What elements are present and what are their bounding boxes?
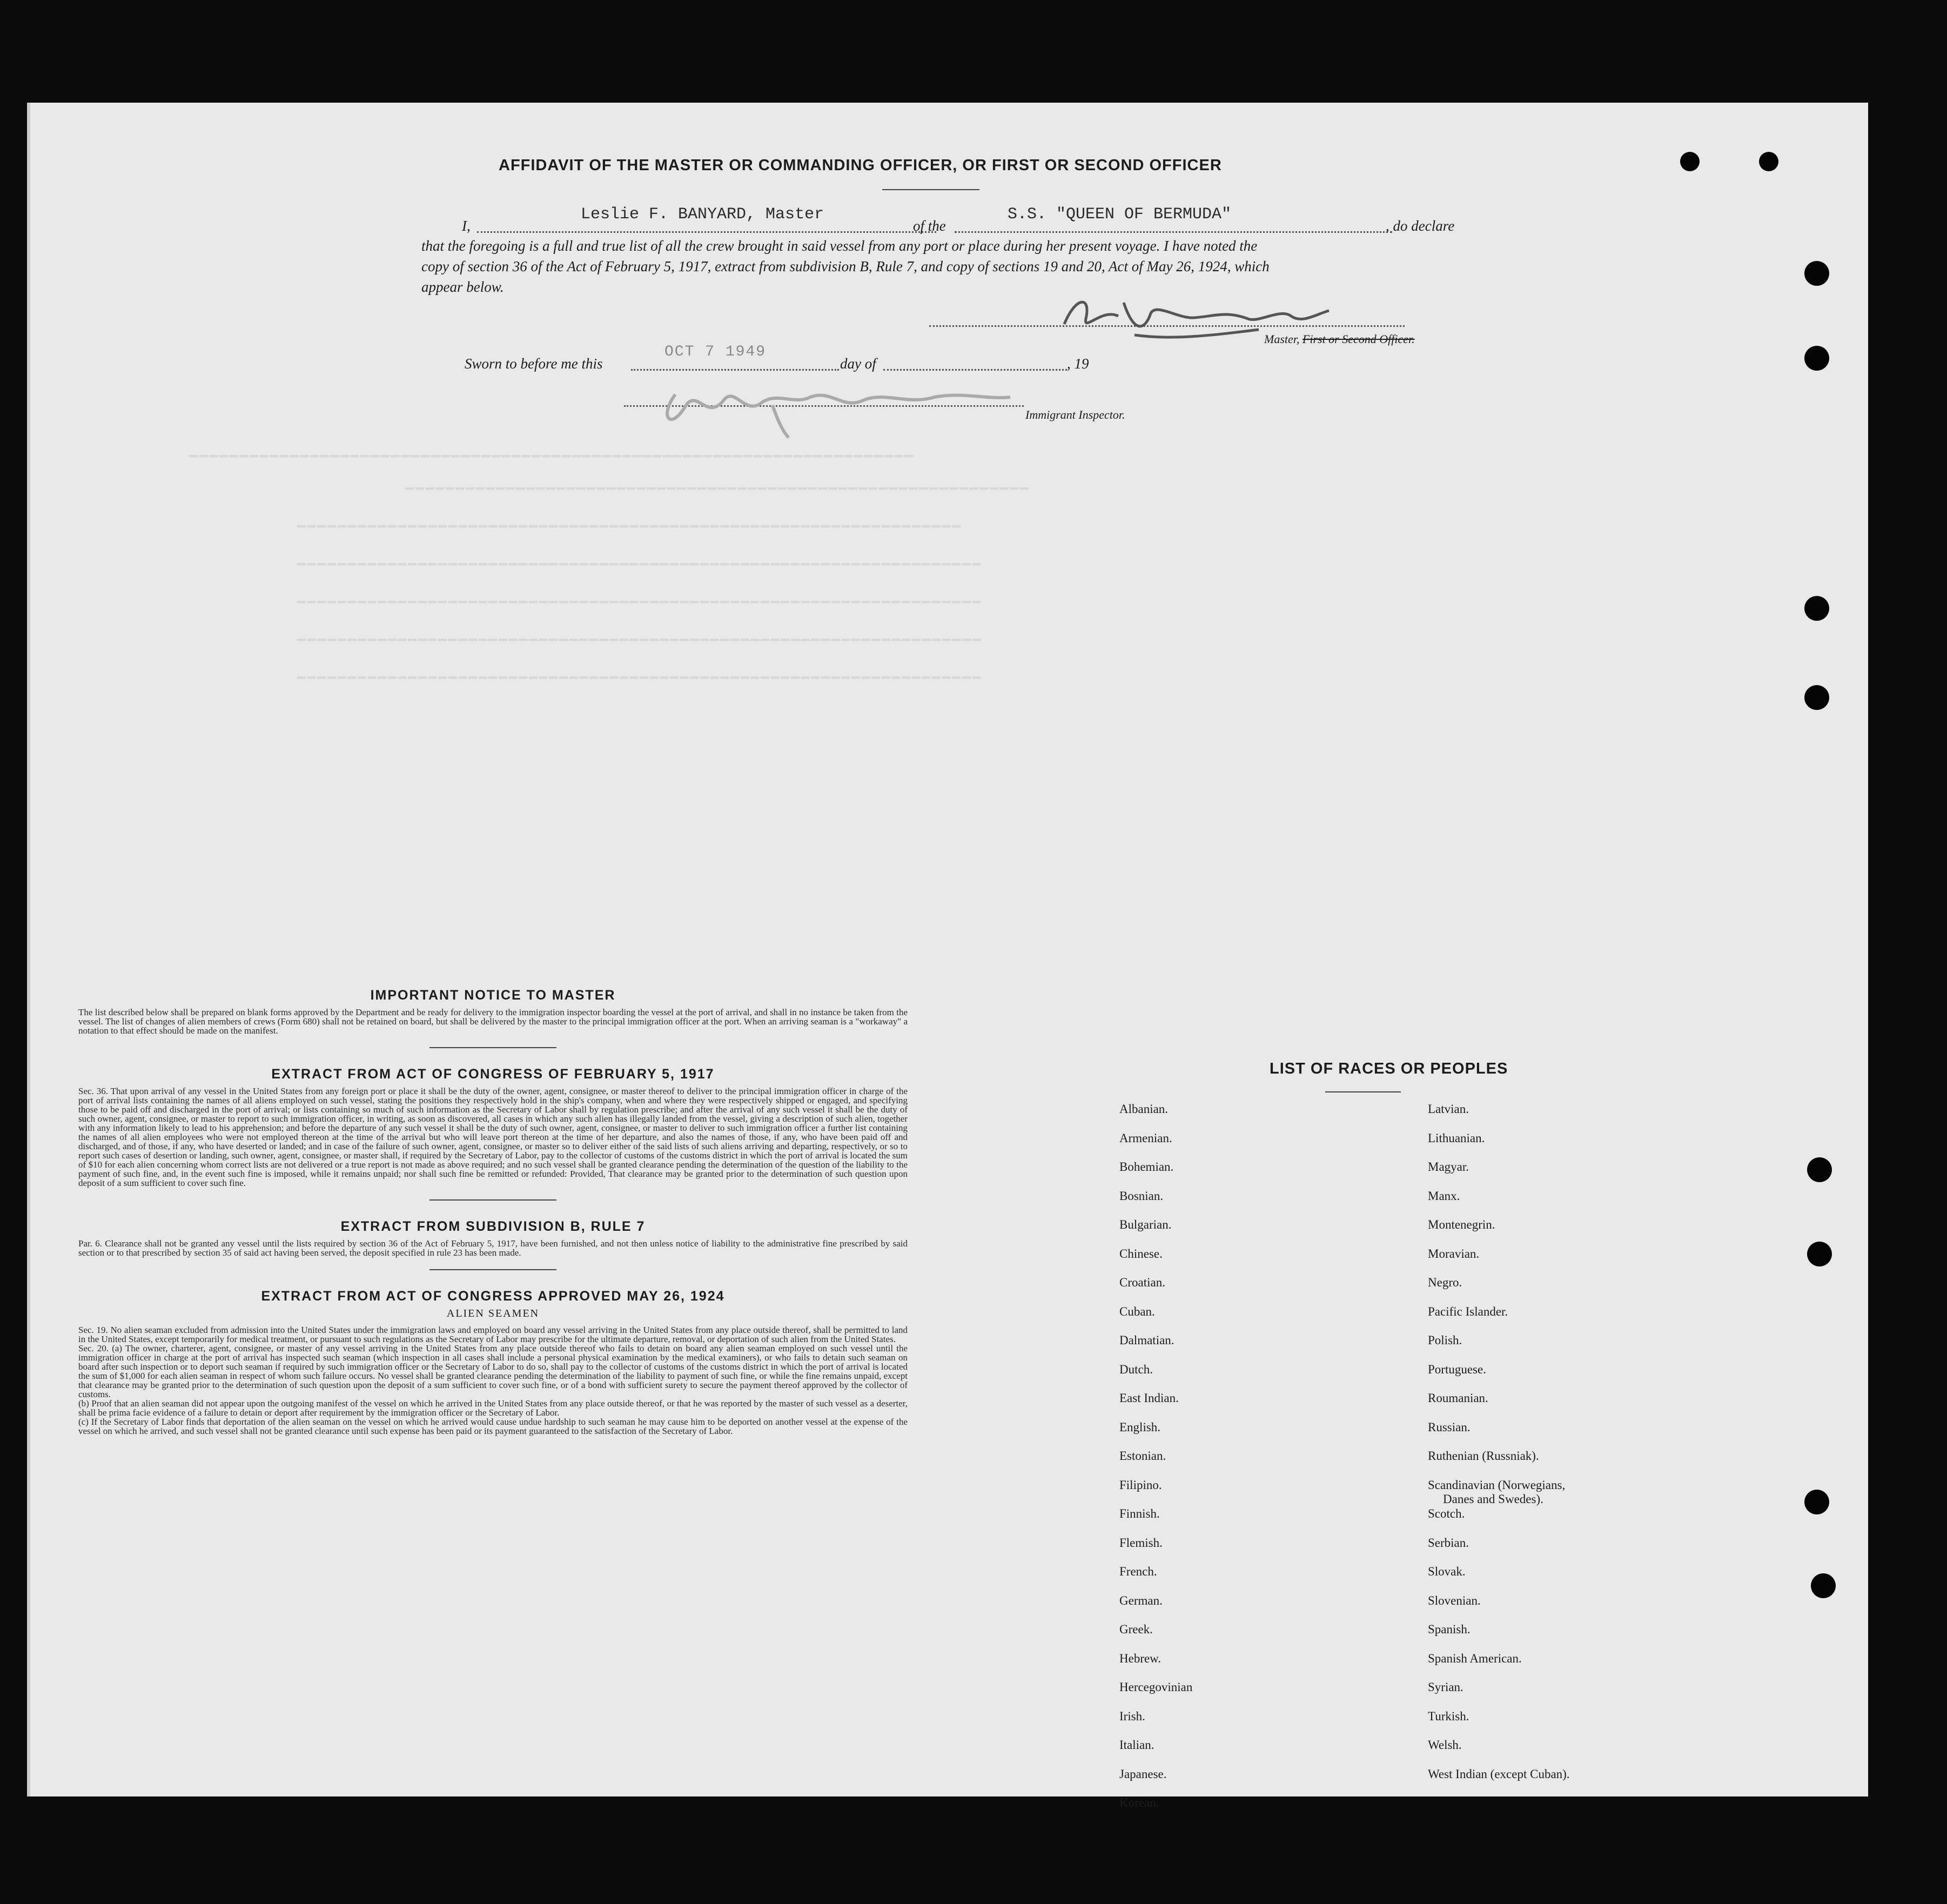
act-1924-sec-20b: (b) Proof that an alien seaman did not appear upon the outgoing manifest of the vessel on which he arrived in the United States from any place outside thereof, or that he was reported by the master of such vessel as a deserter, shall be prima facie evidence of a failure to detain or deport after requirement by the immigration officer or the Secretary of Labor. — [78, 1398, 908, 1418]
race-item: Bohemian. — [1119, 1160, 1174, 1174]
race-item: Armenian. — [1119, 1131, 1172, 1145]
race-item: Latvian. — [1428, 1102, 1469, 1116]
act-1924-sec-20c: (c) If the Secretary of Labor finds that deportation of the alien seaman on the vessel on which he arrived would cause undue hardship to such seaman he may cause him to be deported on another vessel at the expense of the vessel on which he arrived, and such vessel shall not be granted clearance until such expense has been paid or its payment guaranteed to the satisfaction of the Secretary of Labor. — [78, 1417, 908, 1436]
important-notice-body: The list described below shall be prepared on blank forms approved by the Department and be ready for delivery to the immigration inspector boarding the vessel at the port of arrival, and shall in no instance be taken from the vessel. The list of changes of alien members of crews (Form 680) shall not be retained on board, but shall be delivered by the master to the principal immigration officer at the port. When an arriving seaman is a "workaway" a notation to that effect should be made on the manifest. — [78, 1007, 908, 1036]
section-divider — [429, 1199, 556, 1201]
bleed-through-row: ━━━━━━━━━━━━━━━━━━━━━━━━━━━━━━━━━━━━━━━━━━━━━━━━━━━━━━━━━━━━━━━━━━ — [297, 519, 963, 535]
race-item: Montenegrin. — [1428, 1218, 1495, 1231]
races-title-underline — [1325, 1091, 1401, 1092]
binder-hole — [1811, 1573, 1836, 1598]
vessel-name-line — [955, 231, 1392, 233]
race-item: Scotch. — [1428, 1507, 1465, 1520]
race-item: Estonian. — [1119, 1449, 1166, 1463]
race-item: Syrian. — [1428, 1680, 1463, 1694]
sworn-date-stamp: OCT 7 1949 — [664, 344, 767, 360]
document-page — [27, 103, 1868, 1809]
act-1924-subtitle: ALIEN SEAMEN — [446, 1308, 540, 1319]
binder-hole — [1804, 346, 1829, 371]
race-item: Croatian. — [1119, 1276, 1165, 1289]
race-item: Chinese. — [1119, 1246, 1163, 1261]
race-item: Bosnian. — [1119, 1189, 1164, 1203]
race-item: Negro. — [1428, 1276, 1462, 1289]
race-item: Filipino. — [1119, 1478, 1162, 1492]
race-item: Flemish. — [1119, 1536, 1163, 1550]
rule-7-body: Par. 6. Clearance shall not be granted any vessel until the lists required by section 36 of the Act of February 5, 1917, have been furnished, and not then unless notice of liability to the administrative fine prescribed by said section or to that prescribed by section 35 of said act having been served, the deposit specified in rule 23 has been made. — [78, 1238, 908, 1258]
race-item: German. — [1119, 1593, 1163, 1607]
master-signature-caption: Master, First or Second Officer. — [1264, 332, 1415, 346]
punch-mark — [1680, 152, 1700, 171]
race-item: Hercegovinian — [1119, 1680, 1193, 1694]
race-item: Slovak. — [1428, 1565, 1466, 1578]
master-name: Leslie F. BANYARD, Master — [581, 205, 824, 224]
race-item: Cuban. — [1119, 1304, 1155, 1318]
of-the-label: of the — [913, 218, 946, 234]
race-item: Spanish. — [1428, 1623, 1471, 1636]
section-divider — [429, 1047, 556, 1048]
bleed-through-row: ━━━━━━━━━━━━━━━━━━━━━━━━━━━━━━━━━━━━━━━━━━━━━━━━━━━━━━━━━━━━━━━━━━━━ — [297, 557, 983, 573]
binder-hole — [1804, 261, 1829, 286]
binder-hole — [1804, 596, 1829, 621]
race-item: Italian. — [1119, 1738, 1154, 1752]
race-item: Slovenian. — [1428, 1593, 1481, 1607]
important-notice-section — [78, 988, 908, 1436]
section-divider — [429, 1269, 556, 1270]
race-item: Greek. — [1119, 1623, 1153, 1636]
sworn-date-line — [631, 369, 839, 371]
race-item: Spanish American. — [1428, 1651, 1522, 1665]
race-item: Lithuanian. — [1428, 1131, 1485, 1145]
race-item: Bulgarian. — [1119, 1218, 1172, 1231]
binder-hole — [1807, 1157, 1832, 1182]
bleed-through-row: ━━━━━━━━━━━━━━━━━━━━━━━━━━━━━━━━━━━━━━━━━━━━━━━━━━━━━━━━━━━━━━ — [405, 481, 1030, 498]
race-item: West Indian (except Cuban). — [1428, 1767, 1570, 1781]
race-item: Manx. — [1428, 1189, 1460, 1203]
act-1917-title: EXTRACT FROM ACT OF CONGRESS OF FEBRUARY 5, 1917 — [271, 1067, 715, 1082]
act-1924-sec-19: Sec. 19. No alien seaman excluded from admission into the United States under the immigration laws and employed on board any vessel arriving in the United States from any place outside thereof, shall be permitted to land in the United States, except temporarily for medical treatment, or pursuant to such regulations as the Secretary of Labor may prescribe for the ultimate departure, removal, or deportation of such alien from the United States. — [78, 1325, 908, 1344]
race-item: Polish. — [1428, 1333, 1462, 1347]
day-of-label: day of — [840, 356, 876, 372]
master-name-line — [477, 231, 936, 233]
i-label: I, — [462, 218, 471, 234]
rule-7-title: EXTRACT FROM SUBDIVISION B, RULE 7 — [340, 1219, 646, 1234]
binder-hole — [1804, 685, 1829, 710]
races-list-title: LIST OF RACES OR PEOPLES — [1270, 1060, 1508, 1077]
act-1917-body: Sec. 36. That upon arrival of any vessel in the United States from any foreign port or place it shall be the duty of the owner, agent, consignee, or master thereof to deliver to the principal immigration officer in charge of the port of arrival lists containing the names of all aliens employed on such vessel, stating the positions they respectively hold in the ship's company, when and where they were respectively shipped or engaged, and specifying those to be paid off and discharged in the port of arrival; or lists containing so much of such information as the Secretary of Labor shall by regulation prescribe; and after the arrival of any such vessel it shall be the duty of such owner, agent, consignee, or master to report to such immigration officer, in writing, as soon as discovered, all cases in which any such alien has illegally landed from the vessel, giving a description of such alien, together with any information likely to lead to his apprehension; and before the departure of any such vessel it shall be the duty of such owner, agent, consignee, or master to deliver to such immigration officer a further list containing the names of all alien employees who were not employed thereon at the time of the arrival but who will leave port thereon at the time of her departure, and also the names of those, if any, who have been paid off and discharged, and of those, if any, who have deserted or landed; and in case of the failure of such owner, agent, consignee, or master so to deliver either of the said lists of such aliens arriving and departing, respectively, or so to report such cases of desertion or landing, such owner, agent, consignee, or master shall, if required by the Secretary of Labor, pay to the collector of customs of the customs district in which the port of arrival is located the sum of $10 for each alien concerning whom correct lists are not delivered or a true report is not made as above required; and no such vessel shall be granted clearance pending the determination of the question of the liability to the payment of such fine, and, in the event such fine is imposed, while it remains unpaid; nor shall such fine be remitted or refunded: Provided, That clearance may be granted prior to the determination of such question upon deposit of a sum sufficient to cover such fine. — [78, 1086, 908, 1188]
title-underline — [882, 189, 979, 190]
race-item: Turkish. — [1428, 1709, 1469, 1723]
race-item: Ruthenian (Russniak). — [1428, 1449, 1539, 1463]
race-item: Roumanian. — [1428, 1391, 1488, 1405]
race-item: Korean. — [1119, 1796, 1159, 1809]
race-item: Japanese. — [1119, 1767, 1167, 1781]
race-item: Albanian. — [1119, 1102, 1169, 1116]
inspector-signature — [654, 373, 1021, 443]
race-item: Irish. — [1119, 1709, 1145, 1723]
affidavit-body-line-2: copy of section 36 of the Act of February 5, 1917, extract from subdivision B, Rule 7, and copy of sections 19 and 20, Act of May 26, 1924, which — [421, 258, 1270, 274]
race-item: Moravian. — [1428, 1246, 1480, 1261]
bleed-through-row: ━━━━━━━━━━━━━━━━━━━━━━━━━━━━━━━━━━━━━━━━━━━━━━━━━━━━━━━━━━━━━━━━━━━━━━━━ — [189, 449, 915, 465]
race-item: Russian. — [1428, 1420, 1471, 1434]
race-item: Dalmatian. — [1119, 1333, 1174, 1347]
race-item: Pacific Islander. — [1428, 1304, 1508, 1318]
race-item: English. — [1119, 1420, 1161, 1434]
race-item: Hebrew. — [1119, 1651, 1162, 1665]
bleed-through-row: ━━━━━━━━━━━━━━━━━━━━━━━━━━━━━━━━━━━━━━━━━━━━━━━━━━━━━━━━━━━━━━━━━━━━ — [297, 595, 983, 611]
affidavit-body-line-1: that the foregoing is a full and true list of all the crew brought in said vessel from any port or place during her present voyage. I have noted the — [421, 238, 1258, 254]
month-line — [883, 369, 1067, 371]
race-item: Serbian. — [1428, 1536, 1469, 1550]
race-item: Dutch. — [1119, 1362, 1153, 1376]
vessel-name: S.S. "QUEEN OF BERMUDA" — [1008, 205, 1232, 224]
binder-hole — [1804, 1490, 1829, 1514]
race-item: East Indian. — [1119, 1391, 1179, 1405]
affidavit-body-line-3: appear below. — [421, 279, 504, 295]
sworn-label: Sworn to before me this — [465, 356, 603, 372]
binder-hole — [1807, 1242, 1832, 1266]
act-1924-sec-20a: Sec. 20. (a) The owner, charterer, agent, consignee, or master of any vessel arriving in the United States from any place outside thereof who fails to detain on board any alien seaman employed on such vessel until the immigration officer in charge at the port of arrival has inspected such seaman (which inspection in all cases shall include a personal physical examination by the medical examiners), or who fails to detain such seaman on board after such inspection or to deport such seaman if required by such immigration officer or the Secretary of Labor to do so, shall pay to the collector of customs of the customs district in which the port of arrival is located the sum of $1,000 for each alien seaman in respect of whom such failure occurs. No vessel shall be granted clearance pending the determination of the liability to payment of such fine, or while the fine remains unpaid, except that clearance may be granted prior to the determination of such question upon the deposit of a sum sufficient to cover such fine, or of a bond with sufficient surety to secure the payment thereof approved by the collector of customs. — [78, 1343, 908, 1399]
race-item: French. — [1119, 1565, 1157, 1578]
punch-mark — [1759, 152, 1778, 171]
race-item: Magyar. — [1428, 1160, 1469, 1174]
declare-label: , do declare — [1386, 218, 1455, 234]
race-item: Danes and Swedes). — [1443, 1492, 1543, 1506]
race-item: Portuguese. — [1428, 1362, 1486, 1376]
bleed-through-row: ━━━━━━━━━━━━━━━━━━━━━━━━━━━━━━━━━━━━━━━━━━━━━━━━━━━━━━━━━━━━━━━━━━━━ — [297, 671, 983, 687]
race-item: Finnish. — [1119, 1507, 1160, 1520]
important-notice-title: IMPORTANT NOTICE TO MASTER — [370, 988, 616, 1003]
race-item: Scandinavian (Norwegians, — [1428, 1478, 1566, 1492]
year-label: , 19 — [1067, 356, 1089, 372]
affidavit-title: AFFIDAVIT OF THE MASTER OR COMMANDING OFFICER, OR FIRST OR SECOND OFFICER — [499, 157, 1222, 174]
inspector-caption: Immigrant Inspector. — [1025, 408, 1125, 421]
act-1924-title: EXTRACT FROM ACT OF CONGRESS APPROVED MAY 26, 1924 — [261, 1289, 725, 1304]
bleed-through-row: ━━━━━━━━━━━━━━━━━━━━━━━━━━━━━━━━━━━━━━━━━━━━━━━━━━━━━━━━━━━━━━━━━━━━ — [297, 633, 983, 649]
race-item: Welsh. — [1428, 1738, 1462, 1752]
